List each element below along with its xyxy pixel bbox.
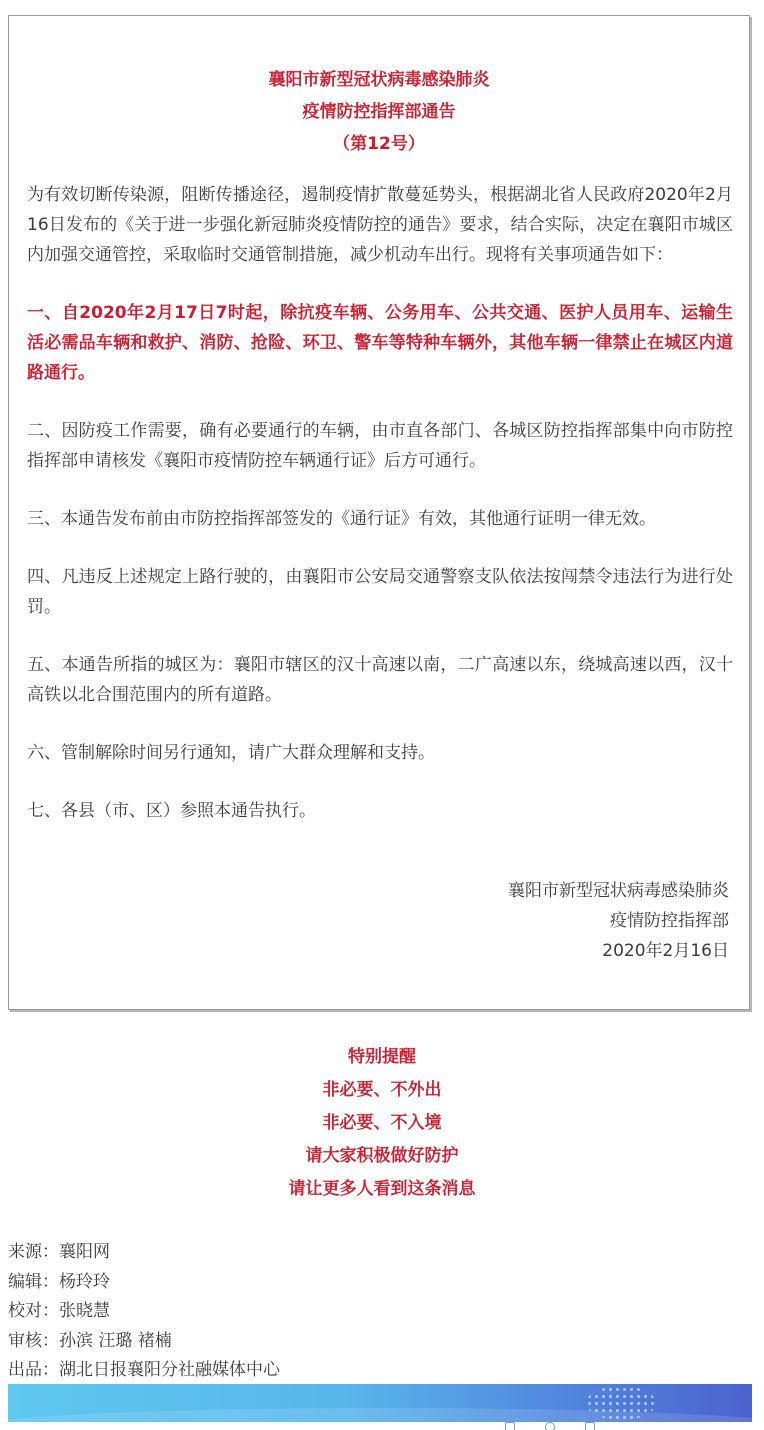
notice-box [8, 15, 750, 1010]
reminder-line: 请大家积极做好防护 [305, 1146, 459, 1166]
square-icon [585, 1422, 595, 1430]
circle-icon [545, 1422, 555, 1430]
credit-producer: 出品：湖北日报襄阳分社融媒体中心 [8, 1360, 280, 1380]
clause-4-paragraph: 四、凡违反上述规定上路行驶的，由襄阳市公安局交通警察支队依法按闯禁令违法行为进行处罚。 [27, 567, 733, 617]
clause-7-paragraph: 七、各县（市、区）参照本通告执行。 [27, 801, 316, 821]
reminder-line: 非必要、不入境 [322, 1113, 442, 1133]
reminder-heading: 特别提醒 [348, 1047, 416, 1067]
signature-date: 2020年2月16日 [602, 941, 729, 961]
clause-2-paragraph: 二、因防疫工作需要，确有必要通行的车辆，由市直各部门、各城区防控指挥部集中向市防控指挥部申请核发《襄阳市疫情防控车辆通行证》后方可通行。 [27, 421, 733, 471]
footer-action[interactable] [545, 1422, 555, 1430]
credits [8, 1238, 280, 1386]
credit-proofreader: 校对：张晓慧 [8, 1301, 110, 1321]
banner-dots-decoration [586, 1386, 656, 1420]
notice-body [27, 180, 733, 826]
signature-block [508, 876, 729, 966]
footer-action[interactable] [585, 1422, 595, 1430]
title-line: 襄阳市新型冠状病毒感染肺炎 [268, 70, 490, 90]
intro-paragraph: 为有效切断传染源，阻断传播途径，遏制疫情扩散蔓延势头，根据湖北省人民政府2020年2月16日发布的《关于进一步强化新冠肺炎疫情防控的通告》要求，结合实际，决定在襄阳市城区内加强交通管控，采取临时交通管制措施，减少机动车出行。现将有关事项通告如下： [27, 185, 733, 265]
credit-editor: 编辑：杨玲玲 [8, 1271, 110, 1292]
clause-3-paragraph: 三、本通告发布前由市防控指挥部签发的《通行证》有效，其他通行证明一律无效。 [27, 509, 656, 529]
square-icon [505, 1422, 515, 1430]
clause-1-paragraph: 一、自2020年2月17日7时起，除抗疫车辆、公务用车、公共交通、医护人员用车、运输生活必需品车辆和救护、消防、抢险、环卫、警车等特种车辆外，其他车辆一律禁止在城区内道路通行。 [27, 303, 733, 383]
credit-source: 来源：襄阳网 [8, 1242, 110, 1262]
footer-action-strip [505, 1422, 595, 1430]
notice-title [9, 64, 749, 160]
reminder-line: 非必要、不外出 [322, 1080, 442, 1100]
signature-line: 疫情防控指挥部 [610, 911, 729, 931]
special-reminder [0, 1041, 764, 1206]
title-line: 疫情防控指挥部通告 [302, 102, 456, 122]
signature-line: 襄阳市新型冠状病毒感染肺炎 [508, 881, 729, 901]
reminder-line: 请让更多人看到这条消息 [288, 1179, 476, 1199]
clause-6-paragraph: 六、管制解除时间另行通知，请广大群众理解和支持。 [27, 743, 435, 763]
clause-5-paragraph: 五、本通告所指的城区为：襄阳市辖区的汉十高速以南，二广高速以东，绕城高速以西，汉十高铁以北合围范围内的所有道路。 [27, 655, 733, 705]
credit-reviewers: 审核：孙滨 汪璐 褚楠 [8, 1330, 172, 1351]
footer-banner [8, 1384, 752, 1422]
footer-action[interactable] [505, 1422, 515, 1430]
title-number: （第12号） [333, 134, 425, 154]
